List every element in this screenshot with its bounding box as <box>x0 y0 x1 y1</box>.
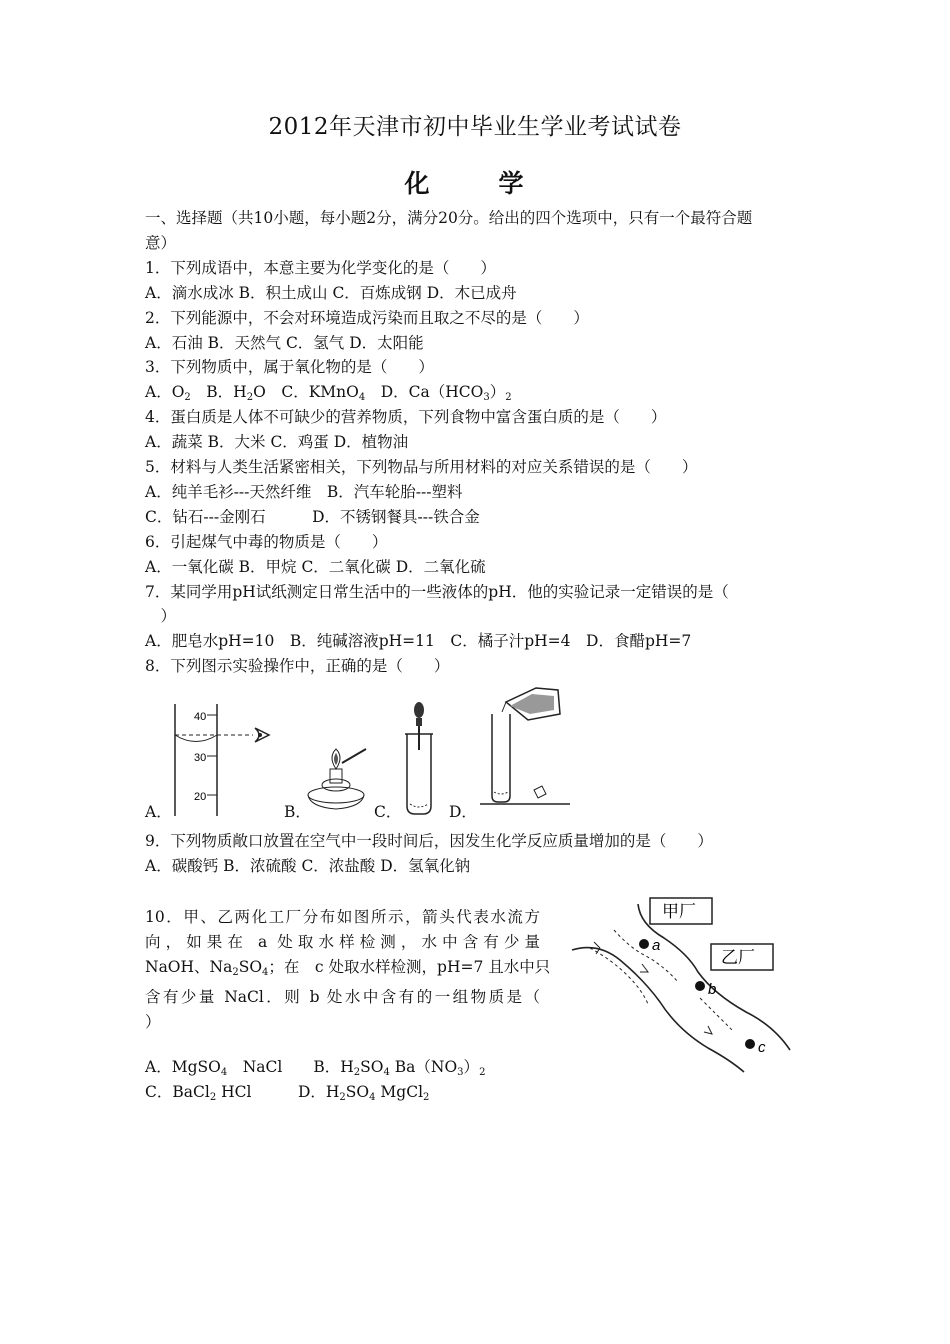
q10-options-1: A．MgSO$_4$ NaCl B．$H_2SO_4$ $Ba(NO_3)_2$ <box>145 1058 486 1078</box>
point-c <box>745 1039 755 1049</box>
page-title: 2012年天津市初中毕业生学业考试试卷 <box>268 114 682 140</box>
q8-figure-b-alcohol-lamp <box>296 745 376 815</box>
q1-stem: 1．下列成语中，本意主要为化学变化的是（ ） <box>145 259 496 277</box>
q8-figure-c-dropper <box>400 700 442 818</box>
q8-label-d: D． <box>449 803 477 821</box>
q10-line-2: 向，如果在 a 处取水样检测，水中含有少量 <box>145 933 540 951</box>
section-heading: 一、选择题（共10小题，每小题2分，满分20分。给出的四个选项中，只有一个最符合题 <box>145 209 753 227</box>
q8-figure-a-cylinder <box>165 698 290 820</box>
q5-options-1: A．纯羊毛衫---天然纤维 B．汽车轮胎---塑料 <box>145 483 463 501</box>
q10-stem <box>145 905 551 1035</box>
q8-stem: 8．下列图示实验操作中，正确的是（ ） <box>145 657 450 675</box>
q8-label-a: A． <box>145 803 172 821</box>
q10-line-3: NaOH、$Na_2SO_4$；在 c 处取水样检测，pH=7 且水中只 <box>145 958 551 978</box>
q7-stem-cont: ） <box>145 607 177 625</box>
point-c-label: c <box>758 1039 766 1056</box>
section-heading-cont: 意） <box>145 234 177 252</box>
q5-options-2: C．钻石---金刚石 D．不锈钢餐具---铁合金 <box>145 508 480 526</box>
q7-options: A．肥皂水pH=10 B．纯碱溶液pH=11 C．橘子汁pH=4 D．食醋pH=7 <box>145 632 692 650</box>
q8-label-b: B． <box>284 803 311 821</box>
q10-options-2: C．BaCl$_2$ HCl D．$H_2SO_4$ MgCl$_2$ <box>145 1083 430 1103</box>
q4-stem: 4．蛋白质是人体不可缺少的营养物质，下列食物中富含蛋白质的是（ ） <box>145 408 667 426</box>
q8-label-c: C． <box>374 803 402 821</box>
q2-options: A．石油 B．天然气 C．氢气 D．太阳能 <box>145 334 424 352</box>
q2-stem: 2．下列能源中，不会对环境造成污染而且取之不尽的是（ ） <box>145 309 589 327</box>
q7-stem: 7．某同学用pH试纸测定日常生活中的一些液体的pH．他的实验记录一定错误的是（ <box>145 583 729 601</box>
q3-stem: 3．下列物质中，属于氧化物的是（ ） <box>145 358 434 376</box>
q8-figure-d-pouring <box>474 684 574 809</box>
point-a-label: a <box>652 937 661 954</box>
q1-options: A．滴水成冰 B．积土成山 C．百炼成钢 D．木已成舟 <box>145 284 517 302</box>
point-b-label: b <box>708 981 717 998</box>
tick-label-20: 20 <box>194 791 207 803</box>
q4-options: A．蔬菜 B．大米 C．鸡蛋 D．植物油 <box>145 433 409 451</box>
factory-jia-label: 甲厂 <box>662 902 696 921</box>
q9-stem: 9．下列物质敞口放置在空气中一段时间后，因发生化学反应质量增加的是（ ） <box>145 832 713 850</box>
q6-stem: 6．引起煤气中毒的物质是（ ） <box>145 533 388 551</box>
q3-options: A．$O_2$ B．$H_2O$ C．KMnO$_4$ D．$Ca(HCO_3)_2$ <box>145 383 512 403</box>
q10-line-4: 含有少量 NaCl．则 b 处水中含有的一组物质是（ <box>145 988 540 1006</box>
tick-label-30: 30 <box>194 752 207 764</box>
q10-line-5: ） <box>145 1013 161 1031</box>
q10-river-map <box>568 890 813 1075</box>
subject-heading: 化 学 <box>404 169 546 198</box>
q6-options: A．一氧化碳 B．甲烷 C．二氧化碳 D．二氧化硫 <box>145 558 486 576</box>
q9-options: A．碳酸钙 B．浓硫酸 C．浓盐酸 D．氢氧化钠 <box>145 857 471 875</box>
q10-line-1: 10．甲、乙两化工厂分布如图所示，箭头代表水流方 <box>145 908 540 926</box>
tick-label-40: 40 <box>194 711 207 723</box>
point-b <box>695 981 705 991</box>
q5-stem: 5．材料与人类生活紧密相关，下列物品与所用材料的对应关系错误的是（ ） <box>145 458 698 476</box>
point-a <box>639 939 649 949</box>
factory-yi-label: 乙厂 <box>721 948 755 967</box>
